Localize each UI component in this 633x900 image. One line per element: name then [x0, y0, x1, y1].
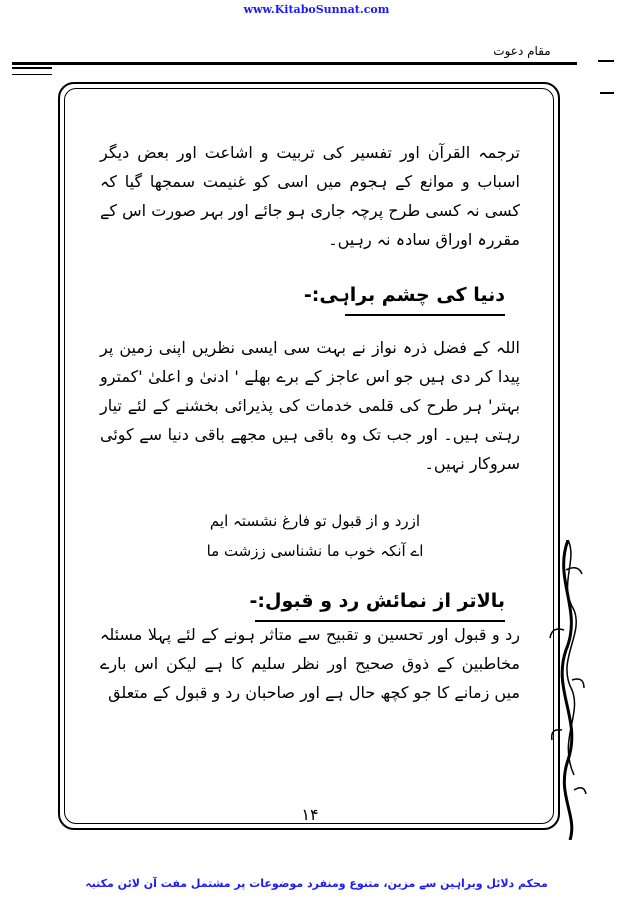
section-heading-1: دنیا کی چشم براہی:- [303, 284, 505, 306]
margin-mark [600, 92, 614, 94]
verse-line-2: اے آنکہ خوب ما نشناسی ززشت ما [206, 542, 424, 560]
page-number: ۱۴ [301, 805, 319, 824]
paragraph-2: اللہ کے فضل ذرہ نواز نے بہت سی ایسی نظریں اپنی زمین پر پیدا کر دی ہیں جو اس عاجز کے برے بھلے ' ادنیٰ و اعلیٰ 'کمترو بہتر' ہر طرح کی قلمی خدمات کی پذیرائی بخشنے کے لئے تیار رہتی ہیں۔ اور جب تک وہ باقی ہیں مجھے باقی دنیا سے کوئی سروکار نہیں۔ [100, 338, 521, 473]
paragraph-3: رد و قبول اور تحسین و تقبیح سے متاثر ہونے کے لئے پہلا مسئلہ مخاطبین کے ذوق صحیح اور نظر سلیم کا ہے لیکن اس بارے میں زمانے کا جو کچھ حال ہے اور صاحبان رد و قبول کے متعلق [100, 625, 520, 702]
header-rule [12, 62, 577, 65]
running-head: مقام دعوت [493, 44, 551, 58]
verse-line-1: ازرد و از قبول تو فارغ نشستہ ایم [209, 512, 421, 530]
margin-mark [598, 60, 614, 62]
footer-tagline[interactable]: محکم دلائل وبراہین سے مزین، متنوع ومنفرد موضوعات پر مشتمل مفت آن لائن مکتبہ [85, 877, 548, 890]
paragraph-1: ترجمہ القرآن اور تفسیر کی تربیت و اشاعت اور بعض دیگر اسباب و موانع کے ہجوم میں اسی کو غنیمت سمجھا گیا کہ کسی نہ کسی طرح پرچہ جاری ہو جائے اور بہر صورت اس کے مقررہ اوراق سادہ نہ رہیں۔ [100, 143, 520, 249]
source-url[interactable]: www.KitaboSunnat.com [243, 3, 390, 16]
heading-1-underline [345, 314, 505, 316]
section-heading-2: بالاتر از نمائش رد و قبول:- [249, 590, 505, 612]
vine-ornament-icon [548, 540, 588, 840]
header-rule-accent [12, 67, 52, 69]
margin-mark [12, 74, 52, 75]
